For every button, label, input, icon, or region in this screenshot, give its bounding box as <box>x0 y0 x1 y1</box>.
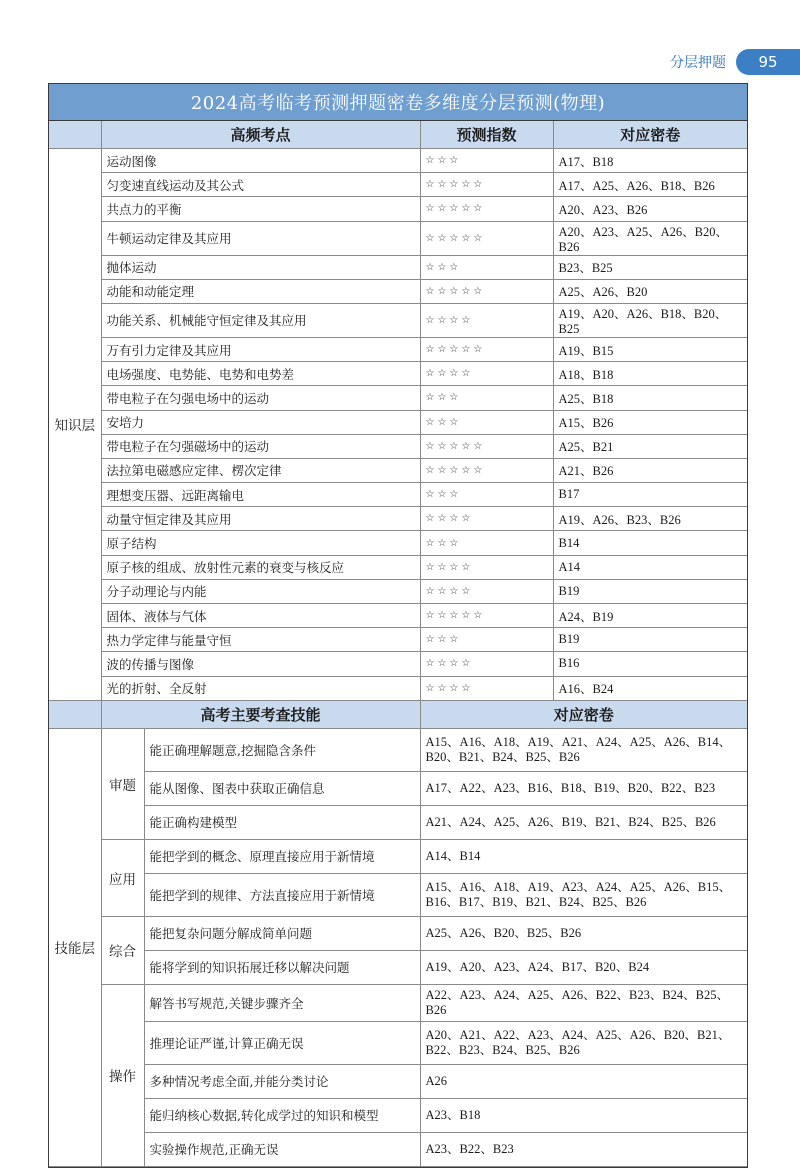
topic-cell: 热力学定律与能量守恒 <box>101 628 420 652</box>
papers-cell: A15、A16、A18、A19、A21、A24、A25、A26、B14、B20、B21、B24、B25、B26 <box>420 728 747 771</box>
header-blank <box>49 121 101 149</box>
papers-cell: A16、B24 <box>553 676 747 700</box>
table-title-bar <box>49 84 747 121</box>
papers-cell: A21、B26 <box>553 458 747 482</box>
papers-cell: A24、B19 <box>553 604 747 628</box>
skill-cell: 实验操作规范,正确无误 <box>144 1132 420 1166</box>
papers-cell: A25、A26、B20 <box>553 279 747 303</box>
topic-cell: 法拉第电磁感应定律、楞次定律 <box>101 458 420 482</box>
stars-rating: ☆☆☆☆ <box>420 303 553 337</box>
skill-category: 操作 <box>101 984 144 1166</box>
table-row <box>49 604 747 628</box>
skill-cell: 解答书写规范,关键步骤齐全 <box>144 984 420 1021</box>
papers-cell: A25、A26、B20、B25、B26 <box>420 916 747 950</box>
papers-cell: A21、A24、A25、A26、B19、B21、B24、B25、B26 <box>420 805 747 839</box>
skill-cell: 多种情况考虑全面,并能分类讨论 <box>144 1064 420 1098</box>
papers-cell: A15、B26 <box>553 410 747 434</box>
stars-rating: ☆☆☆☆☆ <box>420 279 553 303</box>
papers-cell: A22、A23、A24、A25、A26、B22、B23、B24、B25、B26 <box>420 984 747 1021</box>
table-row <box>49 1064 747 1098</box>
topic-cell: 原子结构 <box>101 531 420 555</box>
table-row <box>49 483 747 507</box>
stars-rating: ☆☆☆ <box>420 149 553 173</box>
topic-cell: 固体、液体与气体 <box>101 604 420 628</box>
skill-category: 综合 <box>101 916 144 984</box>
table-row <box>49 1132 747 1166</box>
topic-cell: 动能和动能定理 <box>101 279 420 303</box>
table-row <box>49 173 747 197</box>
papers-cell: B14 <box>553 531 747 555</box>
papers-cell: A17、B18 <box>553 149 747 173</box>
topic-cell: 电场强度、电势能、电势和电势差 <box>101 362 420 386</box>
header-index: 预测指数 <box>420 121 553 149</box>
papers-cell: A25、B18 <box>553 386 747 410</box>
header-blank <box>49 701 101 729</box>
table-row <box>49 434 747 458</box>
stars-rating: ☆☆☆ <box>420 531 553 555</box>
table-row <box>49 386 747 410</box>
stars-rating: ☆☆☆☆ <box>420 676 553 700</box>
skills-layer-label: 技能层 <box>49 728 101 1166</box>
knowledge-header-row <box>49 121 747 149</box>
table-row <box>49 950 747 984</box>
table-row <box>49 197 747 221</box>
stars-rating: ☆☆☆ <box>420 386 553 410</box>
page-number: 95 <box>736 49 800 75</box>
skill-cell: 能将学到的知识拓展迁移以解决问题 <box>144 950 420 984</box>
stars-rating: ☆☆☆☆☆ <box>420 434 553 458</box>
table-row <box>49 984 747 1021</box>
stars-rating: ☆☆☆☆☆ <box>420 173 553 197</box>
papers-cell: A23、B22、B23 <box>420 1132 747 1166</box>
table-row <box>49 873 747 916</box>
papers-cell: A26 <box>420 1064 747 1098</box>
skills-table <box>49 701 747 1167</box>
table-row <box>49 555 747 579</box>
header-papers: 对应密卷 <box>553 121 747 149</box>
papers-cell: A20、A23、B26 <box>553 197 747 221</box>
stars-rating: ☆☆☆☆☆ <box>420 337 553 361</box>
stars-rating: ☆☆☆☆☆ <box>420 221 553 255</box>
skill-cell: 推理论证严谨,计算正确无误 <box>144 1021 420 1064</box>
stars-rating: ☆☆☆☆ <box>420 507 553 531</box>
table-row <box>49 1021 747 1064</box>
page-tab <box>670 49 800 75</box>
papers-cell: B17 <box>553 483 747 507</box>
topic-cell: 匀变速直线运动及其公式 <box>101 173 420 197</box>
topic-cell: 功能关系、机械能守恒定律及其应用 <box>101 303 420 337</box>
papers-cell: A17、A22、A23、B16、B18、B19、B20、B22、B23 <box>420 771 747 805</box>
skill-cell: 能把学到的规律、方法直接应用于新情境 <box>144 873 420 916</box>
table-row <box>49 279 747 303</box>
table-row <box>49 303 747 337</box>
skill-cell: 能把学到的概念、原理直接应用于新情境 <box>144 839 420 873</box>
table-row <box>49 531 747 555</box>
table-row <box>49 652 747 676</box>
topic-cell: 抛体运动 <box>101 255 420 279</box>
papers-cell: A20、A21、A22、A23、A24、A25、A26、B20、B21、B22、B23、B24、B25、B26 <box>420 1021 747 1064</box>
stars-rating: ☆☆☆☆☆ <box>420 604 553 628</box>
table-row <box>49 410 747 434</box>
skills-header-row <box>49 701 747 729</box>
papers-cell: A14 <box>553 555 747 579</box>
papers-cell: A14、B14 <box>420 839 747 873</box>
table-row <box>49 805 747 839</box>
header-skill: 高考主要考查技能 <box>101 701 420 729</box>
table-row <box>49 728 747 771</box>
topic-cell: 理想变压器、远距离输电 <box>101 483 420 507</box>
table-row <box>49 337 747 361</box>
topic-cell: 安培力 <box>101 410 420 434</box>
stars-rating: ☆☆☆☆ <box>420 555 553 579</box>
knowledge-layer-label: 知识层 <box>49 149 101 701</box>
stars-rating: ☆☆☆ <box>420 483 553 507</box>
table-row <box>49 255 747 279</box>
skill-cell: 能从图像、图表中获取正确信息 <box>144 771 420 805</box>
stars-rating: ☆☆☆ <box>420 410 553 434</box>
papers-cell: A19、B15 <box>553 337 747 361</box>
papers-cell: A15、A16、A18、A19、A23、A24、A25、A26、B15、B16、B17、B19、B21、B24、B25、B26 <box>420 873 747 916</box>
topic-cell: 带电粒子在匀强电场中的运动 <box>101 386 420 410</box>
papers-cell: A25、B21 <box>553 434 747 458</box>
papers-cell: B16 <box>553 652 747 676</box>
table-row <box>49 149 747 173</box>
knowledge-table <box>49 121 747 701</box>
table-row <box>49 1098 747 1132</box>
topic-cell: 牛顿运动定律及其应用 <box>101 221 420 255</box>
papers-cell: A19、A20、A23、A24、B17、B20、B24 <box>420 950 747 984</box>
stars-rating: ☆☆☆ <box>420 255 553 279</box>
table-row <box>49 771 747 805</box>
header-papers: 对应密卷 <box>420 701 747 729</box>
table-row <box>49 676 747 700</box>
papers-cell: A18、B18 <box>553 362 747 386</box>
header-topic: 高频考点 <box>101 121 420 149</box>
topic-cell: 光的折射、全反射 <box>101 676 420 700</box>
table-row <box>49 458 747 482</box>
stars-rating: ☆☆☆☆ <box>420 579 553 603</box>
table-row <box>49 221 747 255</box>
papers-cell: A23、B18 <box>420 1098 747 1132</box>
topic-cell: 动量守恒定律及其应用 <box>101 507 420 531</box>
skill-category: 应用 <box>101 839 144 916</box>
topic-cell: 共点力的平衡 <box>101 197 420 221</box>
papers-cell: B23、B25 <box>553 255 747 279</box>
skill-cell: 能归纳核心数据,转化成学过的知识和模型 <box>144 1098 420 1132</box>
papers-cell: A17、A25、A26、B18、B26 <box>553 173 747 197</box>
topic-cell: 万有引力定律及其应用 <box>101 337 420 361</box>
topic-cell: 原子核的组成、放射性元素的衰变与核反应 <box>101 555 420 579</box>
table-row <box>49 507 747 531</box>
papers-cell: A20、A23、A25、A26、B20、B26 <box>553 221 747 255</box>
topic-cell: 波的传播与图像 <box>101 652 420 676</box>
stars-rating: ☆☆☆☆ <box>420 362 553 386</box>
stars-rating: ☆☆☆ <box>420 628 553 652</box>
stars-rating: ☆☆☆☆☆ <box>420 197 553 221</box>
stars-rating: ☆☆☆☆☆ <box>420 458 553 482</box>
table-row <box>49 628 747 652</box>
section-label: 分层押题 <box>670 55 726 71</box>
papers-cell: B19 <box>553 579 747 603</box>
topic-cell: 带电粒子在匀强磁场中的运动 <box>101 434 420 458</box>
papers-cell: B19 <box>553 628 747 652</box>
topic-cell: 运动图像 <box>101 149 420 173</box>
topic-cell: 分子动理论与内能 <box>101 579 420 603</box>
table-title: 2024高考临考预测押题密卷多维度分层预测(物理) <box>190 93 606 114</box>
skill-cell: 能正确理解题意,挖掘隐含条件 <box>144 728 420 771</box>
papers-cell: A19、A20、A26、B18、B20、B25 <box>553 303 747 337</box>
papers-cell: A19、A26、B23、B26 <box>553 507 747 531</box>
table-row <box>49 916 747 950</box>
prediction-table-frame <box>48 83 748 1168</box>
table-row <box>49 839 747 873</box>
table-row <box>49 362 747 386</box>
skill-cell: 能把复杂问题分解成简单问题 <box>144 916 420 950</box>
skill-cell: 能正确构建模型 <box>144 805 420 839</box>
skill-category: 审题 <box>101 728 144 839</box>
table-row <box>49 579 747 603</box>
stars-rating: ☆☆☆☆ <box>420 652 553 676</box>
